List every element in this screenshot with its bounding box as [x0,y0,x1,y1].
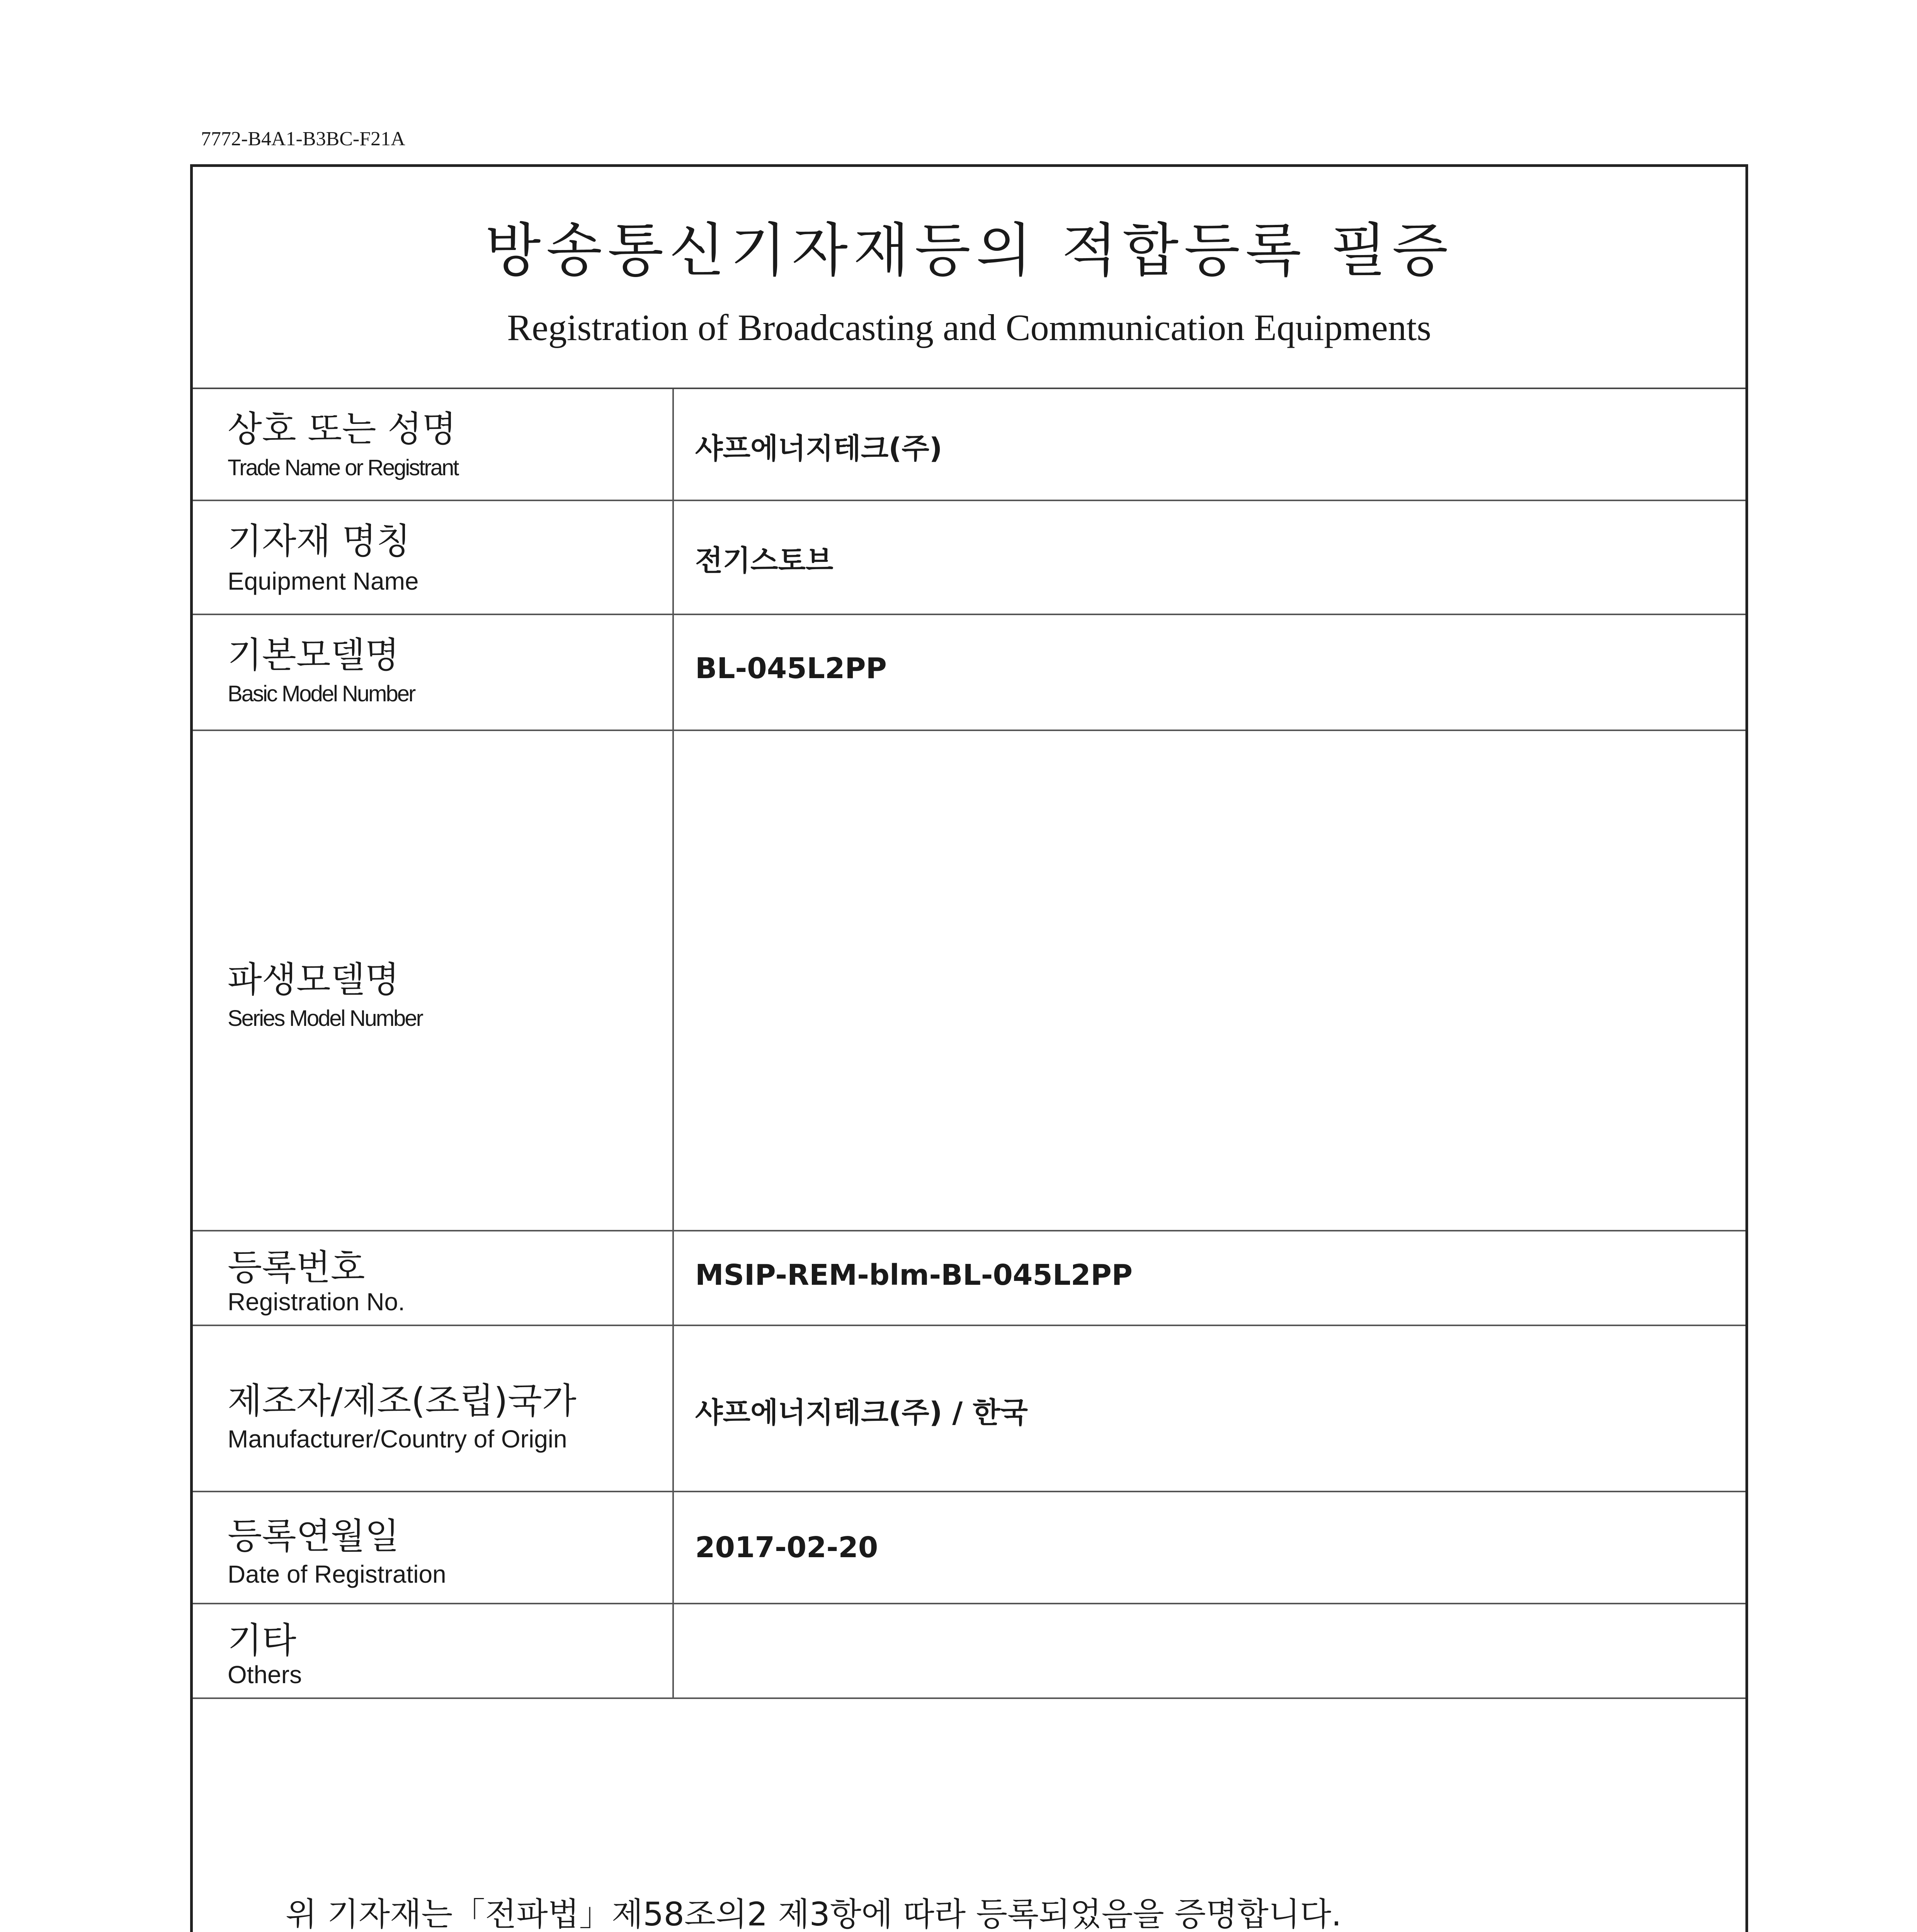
certificate-header [193,167,1745,389]
label-korean: 파생모델명 [228,959,400,1000]
row-label-cell [193,615,674,730]
value-equipment-name: 전기스토브 [695,544,833,577]
label-english: Manufacturer/Country of Origin [228,1425,567,1453]
statement-korean: 위 기자재는「전파법」제58조의2 제3항에 따라 등록되었음을 증명합니다. [286,1895,1342,1932]
row-label-cell [193,1326,674,1491]
row-registration-no [193,1231,1745,1326]
label-english: Trade Name or Registrant [228,455,458,480]
value-registration-date: 2017-02-20 [695,1531,878,1564]
document-id: 7772-B4A1-B3BC-F21A [201,128,405,150]
label-korean: 기자재 명칭 [228,520,411,562]
label-english: Registration No. [228,1288,405,1316]
value-trade-name: 샤프에너지테크(주) [695,432,942,465]
label-korean: 제조자/제조(조립)국가 [228,1380,577,1422]
row-equipment-name [193,501,1745,615]
row-manufacturer [193,1326,1745,1492]
row-label-cell [193,1604,674,1697]
label-english: Basic Model Number [228,681,415,706]
row-label-cell [193,1492,674,1603]
title-korean: 방송통신기자재등의 적합등록 필증 [485,217,1454,284]
label-korean: 등록연월일 [228,1515,400,1557]
value-basic-model: BL-045L2PP [695,652,887,685]
certificate-frame [190,164,1748,1932]
value-registration-no: MSIP-REM-blm-BL-045L2PP [695,1259,1133,1292]
label-english: Others [228,1661,302,1689]
row-label-cell [193,389,674,500]
row-others [193,1604,1745,1699]
row-trade-name [193,389,1745,501]
label-english: Date of Registration [228,1560,446,1588]
row-basic-model [193,615,1745,731]
label-korean: 기본모델명 [228,634,400,676]
label-korean: 기타 [228,1620,296,1661]
title-english: Registration of Broadcasting and Communication Equipments [507,307,1431,348]
label-english: Equipment Name [228,567,419,595]
row-registration-date [193,1492,1745,1604]
value-manufacturer: 샤프에너지테크(주) / 한국 [695,1396,1028,1429]
row-label-cell [193,501,674,614]
row-series-model [193,731,1745,1231]
label-english: Series Model Number [228,1006,422,1031]
row-label-cell [193,1231,674,1325]
label-korean: 상호 또는 성명 [228,408,456,450]
row-label-cell [193,731,674,1230]
label-korean: 등록번호 [228,1247,365,1288]
